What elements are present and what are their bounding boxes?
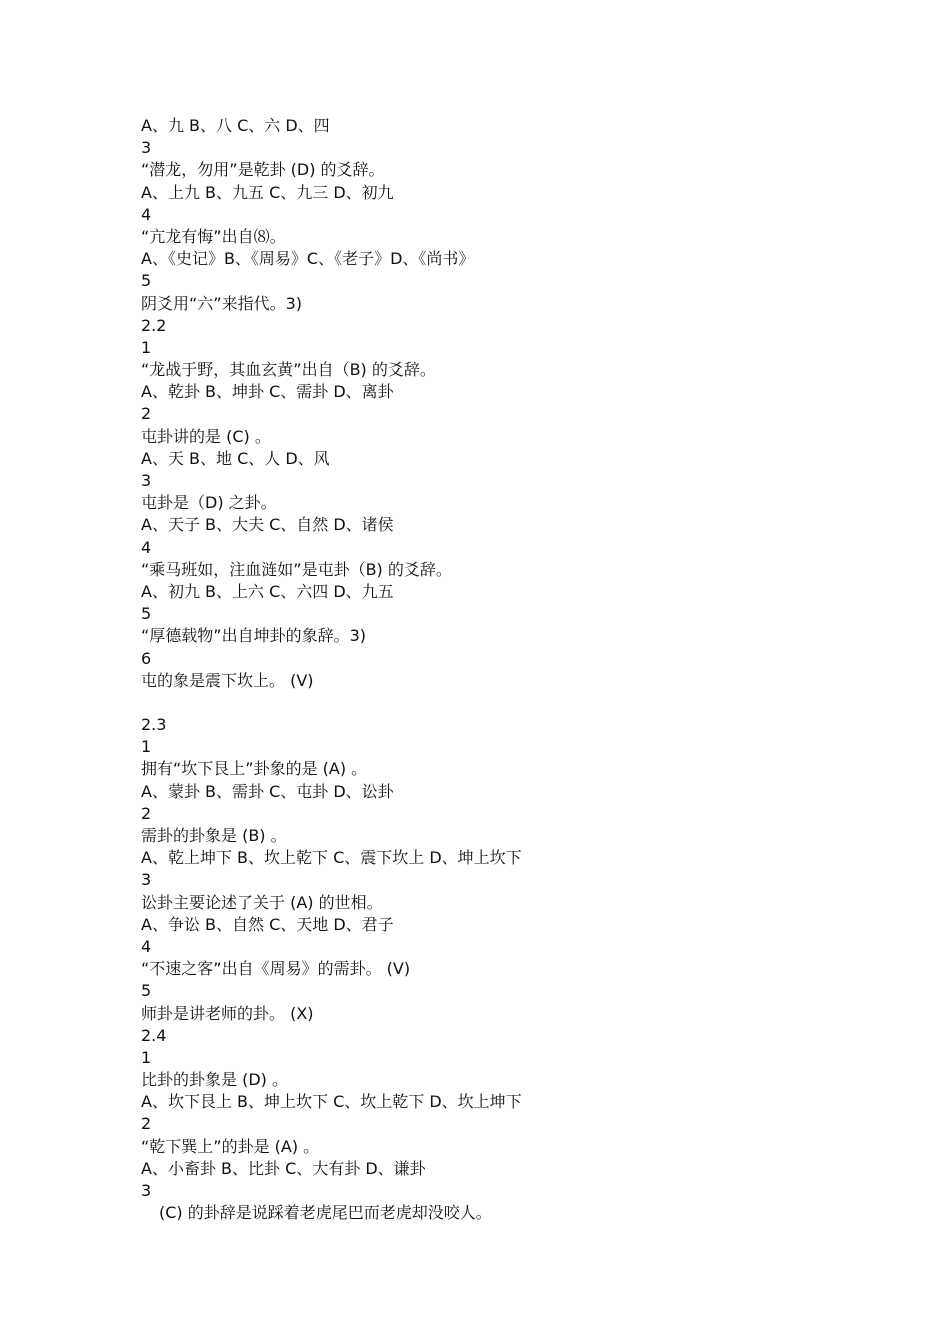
answer-options: A、天 B、地 C、人 D、风: [141, 448, 330, 468]
question-text: 屯卦是（D) 之卦。: [141, 493, 277, 513]
question-number: 5: [141, 271, 152, 291]
question-number: 2: [141, 404, 152, 424]
question-number: 2: [141, 1114, 152, 1134]
answer-options: A、乾卦 B、坤卦 C、需卦 D、离卦: [141, 382, 394, 402]
question-text: 屯卦讲的是 (C) 。: [141, 426, 271, 446]
question-text: (C) 的卦辞是说踩着老虎尾巴而老虎却没咬人。: [159, 1203, 492, 1223]
question-text: 拥有“坎下艮上”卦象的是 (A) 。: [141, 759, 368, 779]
question-text: 比卦的卦象是 (D) 。: [141, 1070, 288, 1090]
blank-line: [141, 692, 901, 714]
text-line: A、九 B、八 C、六 D、四: [141, 116, 330, 135]
question-number: 3: [141, 870, 152, 890]
question-text: 需卦的卦象是 (B) 。: [141, 826, 287, 845]
question-number: 4: [141, 936, 152, 956]
question-text: 屯的象是震下坎上。 (V): [141, 670, 314, 690]
answer-options: A、蒙卦 B、需卦 C、屯卦 D、讼卦: [141, 781, 394, 801]
section-heading: 2.2: [141, 315, 167, 335]
answer-options: A、上九 B、九五 C、九三 D、初九: [141, 182, 394, 202]
question-number: 3: [141, 1181, 152, 1200]
question-number: 1: [141, 737, 152, 757]
question-text: 阴爻用“六”来指代。3): [141, 293, 303, 313]
answer-options: A、天子 B、大夫 C、自然 D、诸侯: [141, 515, 394, 535]
answer-options: A、小畜卦 B、比卦 C、大有卦 D、谦卦: [141, 1158, 426, 1178]
question-text: “厚德载物”出自坤卦的象辞。3): [141, 626, 367, 646]
question-text: 师卦是讲老师的卦。 (X): [141, 1003, 314, 1023]
answer-options: A、坎下艮上 B、坤上坎下 C、坎上乾下 D、坎上坤下: [141, 1092, 522, 1112]
question-text: “乘马班如，注血涟如”是屯卦（B) 的爻辞。: [141, 559, 452, 579]
question-text: “龙战于野，其血玄黄”出自（B) 的爻辞。: [141, 360, 436, 380]
answer-options: A、争讼 B、自然 C、天地 D、君子: [141, 914, 394, 934]
question-number: 5: [141, 604, 152, 624]
question-number: 2: [141, 803, 152, 823]
question-text: 讼卦主要论述了关于 (A) 的世相。: [141, 892, 383, 912]
question-number: 3: [141, 138, 152, 158]
question-number: 1: [141, 1047, 152, 1067]
question-number: 4: [141, 204, 152, 224]
question-number: 1: [141, 337, 152, 357]
question-text: “乾下巽上”的卦是 (A) 。: [141, 1136, 320, 1156]
answer-options: A、初九 B、上六 C、六四 D、九五: [141, 581, 394, 601]
document-body: [141, 115, 901, 1224]
question-number: 4: [141, 537, 152, 557]
question-number: 5: [141, 981, 152, 1001]
answer-options: A、《史记》B、《周易》C、《老子》D、《尚书》: [141, 249, 475, 269]
question-number: 3: [141, 471, 152, 490]
question-text: “不速之客”出自《周易》的需卦。 (V): [141, 959, 411, 979]
question-number: 6: [141, 648, 152, 668]
question-text: “潜龙，勿用”是乾卦 (D) 的爻辞。: [141, 160, 385, 180]
section-heading: 2.4: [141, 1025, 167, 1045]
answer-options: A、乾上坤下 B、坎上乾下 C、震下坎上 D、坤上坎下: [141, 848, 522, 868]
section-heading: 2.3: [141, 715, 167, 735]
question-text: “亢龙有悔”出自⑻。: [141, 226, 286, 246]
